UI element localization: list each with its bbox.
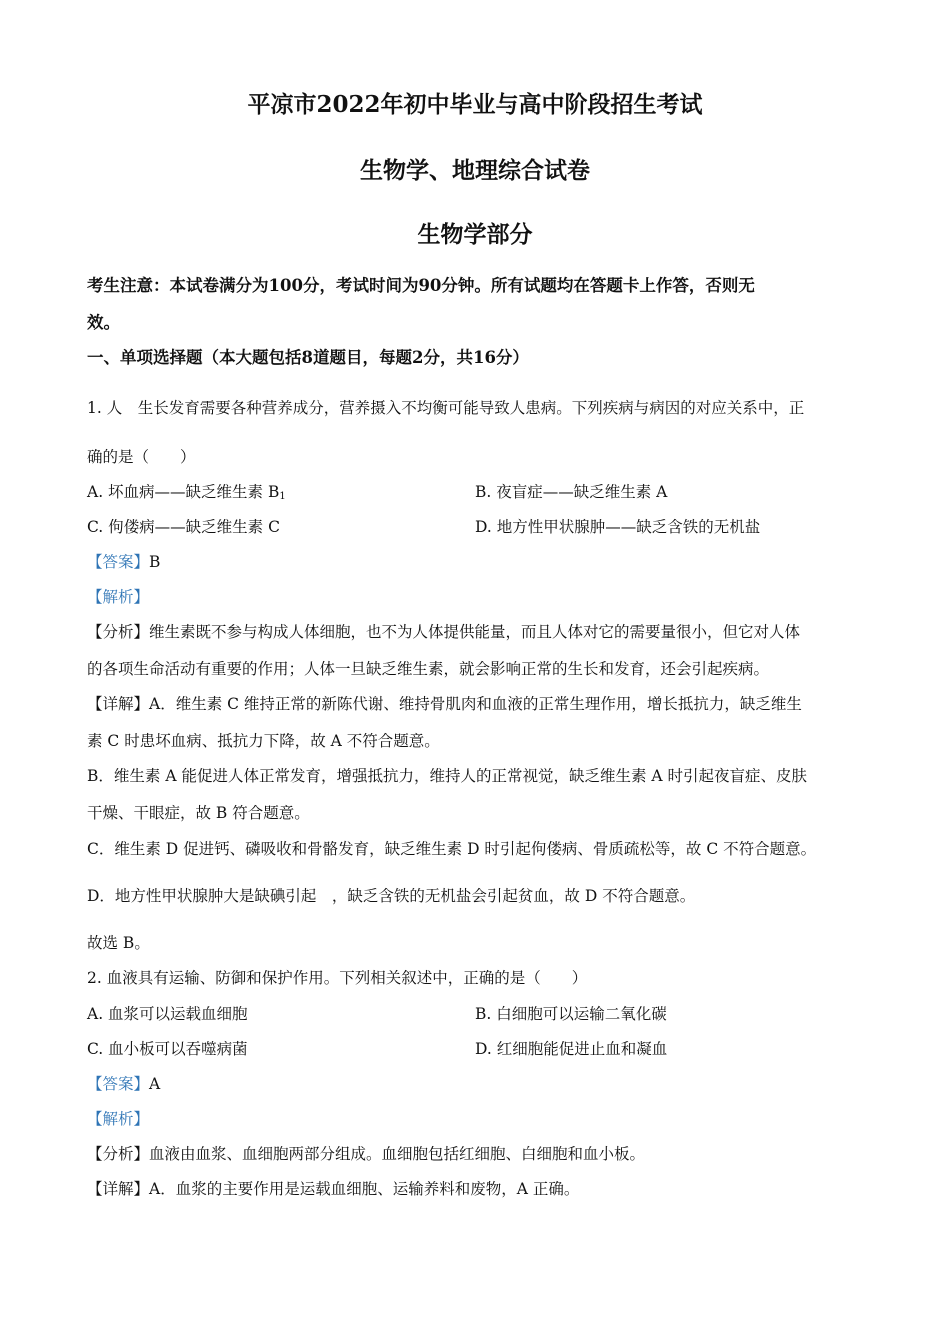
question2-stem: 2. 血液具有运输、防御和保护作用。下列相关叙述中，正确的是（ ） (87, 969, 588, 987)
question1-stem-line2: 确的是（ ） (87, 448, 196, 466)
question2-fenxi: 【分析】血液由血浆、血细胞两部分组成。血细胞包括红细胞、白细胞和血小板。 (87, 1145, 646, 1163)
question1-option-a: A. 坏血病——缺乏维生素 $B_1$ (87, 483, 286, 502)
exam-notice-line1: 考生注意：本试卷满分为100分，考试时间为90分钟。所有试题均在答题卡上作答，否则无 (87, 276, 755, 295)
question1-option-c: C. 佝偻病——缺乏维生素 C (87, 518, 280, 536)
question1-analysis-tag: 【解析】 (87, 588, 150, 606)
question2-option-d: D. 红细胞能促进止血和凝血 (475, 1040, 668, 1058)
question1-fenxi-line1: 【分析】维生素既不参与构成人体细胞，也不为人体提供能量，而且人体对它的需要量很小，但它对人体 (87, 623, 801, 641)
question1-stem-line1: 1. 人 生长发育需要各种营养成分，营养摄入不均衡可能导致人患病。下列疾病与病因的对应关系中，正 (87, 399, 805, 417)
question1-detail-b-line1: B．维生素 A 能促进人体正常发育，增强抵抗力，维持人的正常视觉，缺乏维生素 A 时引起夜盲症、皮肤 (87, 767, 807, 785)
question1-fenxi-line2: 的各项生命活动有重要的作用；人体一旦缺乏维生素，就会影响正常的生长和发育，还会引起疾病。 (87, 660, 770, 678)
exam-notice-line2: 效。 (87, 313, 120, 332)
question2-option-a: A. 血浆可以运载血细胞 (87, 1005, 248, 1023)
question1-detail-c: C．维生素 D 促进钙、磷吸收和骨骼发育，缺乏维生素 D 时引起佝偻病、骨质疏松等，故 C 不符合题意。 (87, 840, 817, 858)
question1-detail-b-line2: 干燥、干眼症，故 B 符合题意。 (87, 804, 310, 822)
question1-detail-d: D．地方性甲状腺肿大是缺碘引起 ，缺乏含铁的无机盐会引起贫血，故 D 不符合题意。 (87, 887, 696, 905)
question1-option-b: B. 夜盲症——缺乏维生素 A (475, 483, 668, 501)
question2-option-c: C. 血小板可以吞噬病菌 (87, 1040, 248, 1058)
question2-analysis-tag: 【解析】 (87, 1110, 150, 1128)
question2-answer: 【答案】A (87, 1075, 161, 1093)
document-subtitle: 生物学、地理综合试卷 (360, 157, 590, 184)
question2-option-b: B. 白细胞可以运输二氧化碳 (475, 1005, 667, 1023)
section-title: 生物学部分 (417, 221, 533, 248)
question1-detail-a-line1: 【详解】A．维生素 C 维持正常的新陈代谢、维持骨肌肉和血液的正常生理作用，增长抵抗力，缺乏维生 (87, 695, 802, 713)
question1-conclusion: 故选 B。 (87, 934, 150, 952)
question2-detail-a: 【详解】A．血浆的主要作用是运载血细胞、运输养料和废物，A 正确。 (87, 1180, 580, 1198)
document-title: 平凉市2022年初中毕业与高中阶段招生考试 (247, 91, 703, 118)
section-heading: 一、单项选择题（本大题包括8道题目，每题2分，共16分） (87, 348, 529, 367)
question1-detail-a-line2: 素 C 时患坏血病、抵抗力下降，故 A 不符合题意。 (87, 732, 440, 750)
question1-option-d: D. 地方性甲状腺肿——缺乏含铁的无机盐 (475, 518, 761, 536)
question1-answer: 【答案】B (87, 553, 161, 571)
